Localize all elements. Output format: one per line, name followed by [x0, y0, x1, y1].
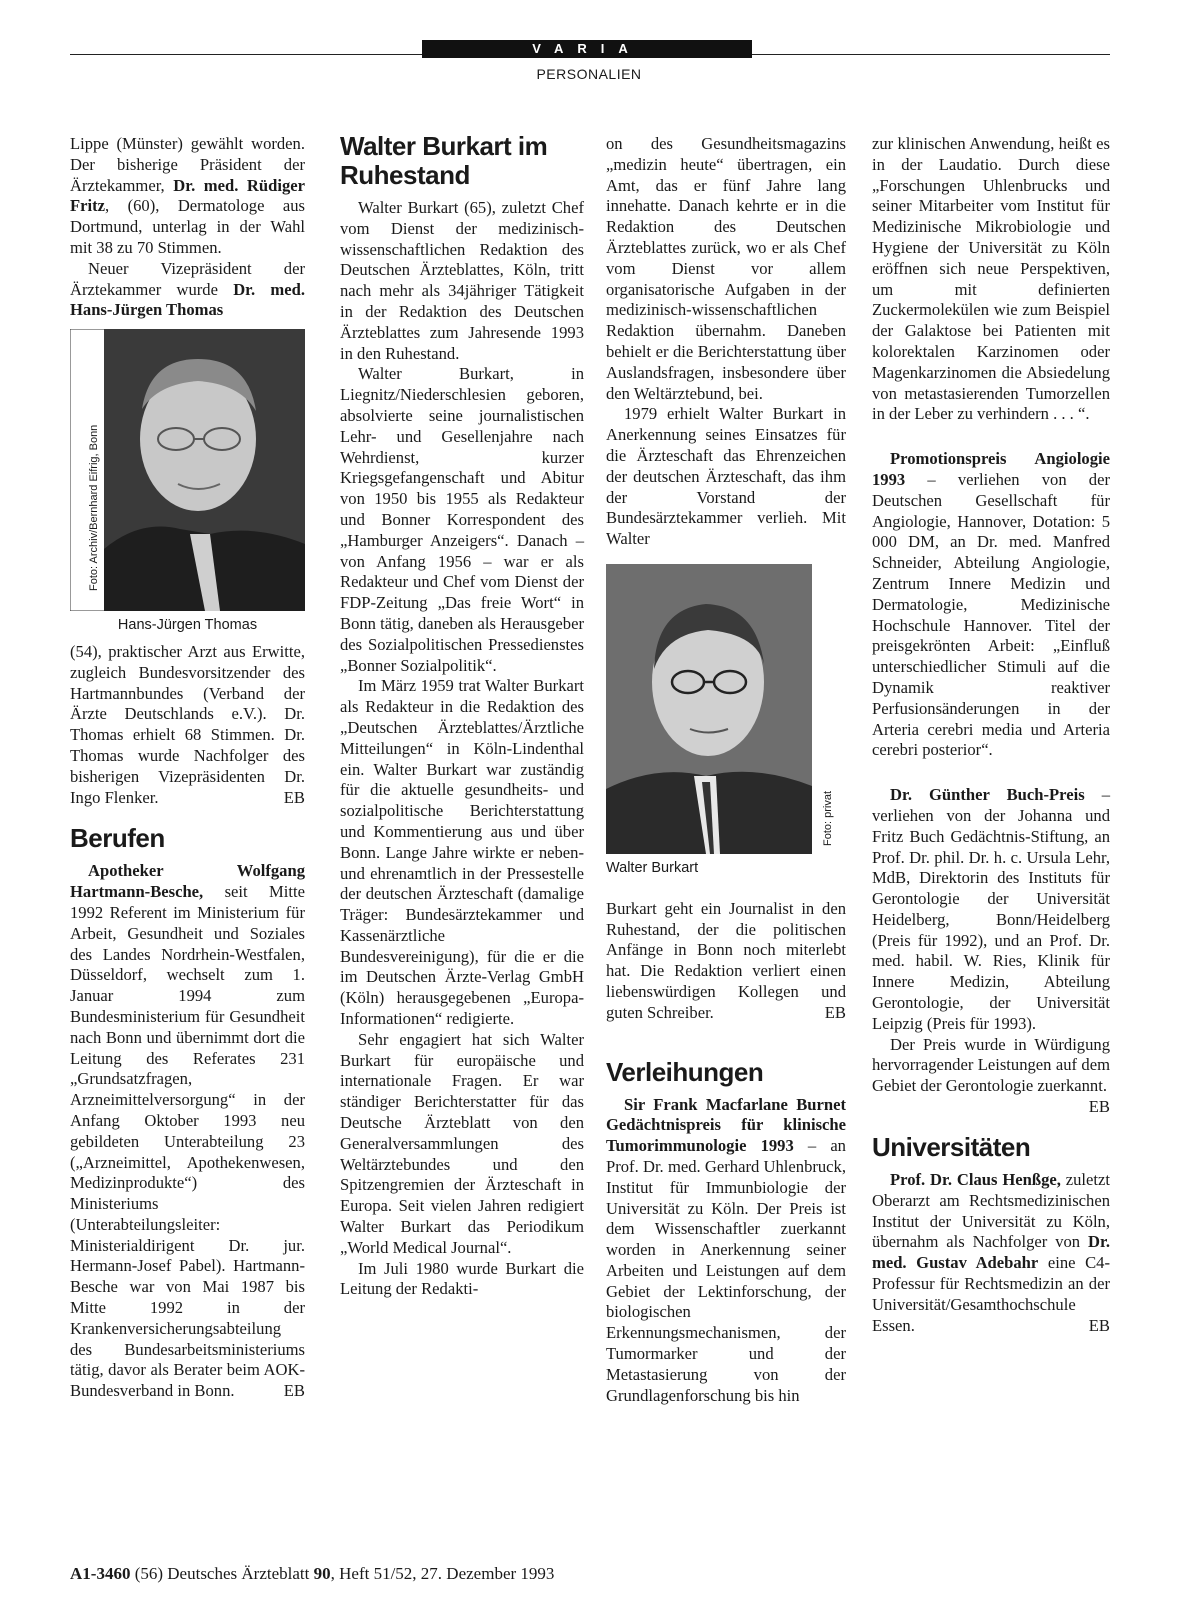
heading-verleihungen: Verleihungen: [606, 1056, 764, 1087]
footer-volume: 90: [313, 1564, 331, 1583]
photo-caption: Walter Burkart: [606, 859, 699, 876]
paragraph: Im März 1959 trat Walter Burkart als Redakteur in die Redaktion des „Deutschen Ärzteblattes/Ärztliche Mitteilungen“ in Köln-Lindenthal ein. Walter Burkart war zuständig für die aktuelle gesundheits- und sozialpolitische Berichterstattung und Kommentierung aus und über Bonn. Lange Jahre wirkte er neben- und ehrenamtlich in der Pressestelle der deutschen Ärzteschaft (damalige Träger: Bundesärztekammer und Kassenärztliche Bundesvereinigung), für die er die im Deutschen Ärzte-Verlag GmbH (Köln) herausgegebenen „Europa-Informationen“ redigierte.: [340, 676, 584, 1029]
paragraph: on des Gesundheitsmagazins „medizin heute“ übertragen, ein Amt, das er fünf Jahre lang innehatte. Danach kehrte er in die Redaktion des Deutschen Ärzteblattes zurück, wo er als Chef vom Dienst vor allem organisatorische Aufgaben in der medizinisch-wissenschaftlichen Redaktion übernahm. Daneben behielt er die Berichterstattung über Auslandsfragen, insbesondere über den Weltärztebund, bei.: [606, 134, 846, 403]
author-signature: EB: [1088, 1315, 1110, 1335]
paragraph: Walter Burkart (65), zuletzt Chef vom Dienst der medizinisch-wissenschaftlichen Redaktion des Deutschen Ärzteblattes, Köln, tritt nach mehr als 34jähriger Tätigkeit in der Redaktion des Deutschen Ärzteblattes zum Jahresende 1993 in den Ruhestand.: [340, 198, 584, 363]
photo-caption: Hans-Jürgen Thomas: [117, 617, 258, 634]
column-2: [340, 131, 584, 1300]
paragraph: 1979 erhielt Walter Burkart in Anerkennung seines Einsatzes für die Ärzteschaft das Ehrenzeichen der deutschen Ärzteschaft, das ihm der Vorstand der Bundesärztekammer verlieh. Mit Walter: [606, 404, 846, 549]
page-footer: [70, 1564, 554, 1584]
photo-credit: Foto: Archiv/Bernhard Eifrig, Bonn: [88, 424, 100, 592]
paragraph: zur klinischen Anwendung, heißt es in der Laudatio. Durch diese „Forschungen Uhlenbrucks und seiner Mitarbeiter vom Institut für Medizinische Mikrobiologie und Hygiene der Universität zu Köln eröffnen sich neue Perspektiven, um mit definierten Zuckermolekülen wie zum Beispiel der Galaktose bei Patienten mit kolorektalen Karzinomen oder Magenkarzinomen die Absiedelung von metastasierenden Tumorzellen in der Leber zu verhindern . . . “.: [872, 134, 1110, 424]
portrait-burkart: [606, 564, 834, 854]
paragraph: Burkart geht ein Journalist in den Ruhestand, der die politischen Anfänge in Bonn noch miterlebt hat. Die Redaktion verliert einen liebenswürdigen Kollegen und guten Schreiber. EB: [606, 898, 846, 1022]
column-3: [606, 134, 846, 1406]
paragraph: Der Preis wurde in Würdigung hervorragender Leistungen auf dem Gebiet der Gerontologie zuerkannt. EB: [872, 1034, 1110, 1117]
paragraph: Sir Frank Macfarlane Burnet Gedächtnispreis für klinische Tumorimmunologie 1993 – an Prof. Dr. med. Gerhard Uhlenbruck, Institut für Immunbiologie der Universität zu Köln. Der Preis ist dem Wissenschaftler zuerkannt worden in Anerkennung seiner Arbeiten und Leistungen auf dem Gebiet der Lektinforschung, der biologischen Erkennungsmechanismen, der Tumormarker und der Metastasierung von der Grundlagenforschung bis hin: [606, 1094, 846, 1405]
paragraph: Im Juli 1980 wurde Burkart die Leitung der Redakti-: [340, 1258, 584, 1299]
column-4: [872, 134, 1110, 1336]
paragraph: Apotheker Wolfgang Hartmann-Besche, seit Mitte 1992 Referent im Ministerium für Arbeit, Gesundheit und Soziales des Landes Nordrhein-Westfalen, Düsseldorf, wechselt zum 1. Januar 1994 zum Bundesministerium für Gesundheit nach Bonn und übernimmt dort die Leitung des Referates 231 „Grundsatzfragen, Arzneimittelversorgung“ in der Anfang Oktober 1993 neu gebildeten Unterabteilung 23 („Arzneimittel, Apothekenwesen, Medizinprodukte“) des Ministeriums (Unterabteilungsleiter: Ministerialdirigent Dr. jur. Hermann-Josef Pabel). Hartmann-Besche war von Mai 1987 bis Mitte 1992 in der Krankenversicherungsabteilung des Bundesarbeitsministeriums tätig, davor als Berater beim AOK-Bundesverband in Bonn. EB: [70, 861, 305, 1401]
portrait-thomas: [70, 329, 305, 611]
paragraph: Promotionspreis Angiologie 1993 – verliehen von der Deutschen Gesellschaft für Angiologie, Hannover, Dotation: 5 000 DM, an Dr. med. Manfred Schneider, Abteilung Angiologie, Zentrum Innere Medizin und Dermatologie, Medizinische Hochschule Hannover. Titel der preisgekrönten Arbeit: „Einfluß unterschiedlicher Stimuli auf die Dynamik reaktiver Perfusionsänderungen in der Arteria cerebri media und Arteria cerebri posterior“.: [872, 449, 1110, 760]
paragraph: (54), praktischer Arzt aus Erwitte, zugleich Bundesvorsitzender des Hartmannbundes (Verband der Ärzte Deutschlands e.V.). Dr. Thomas erhielt 68 Stimmen. Dr. Thomas wurde Nachfolger des bisherigen Vizepräsidenten Dr. Ingo Flenker. EB: [70, 641, 305, 807]
photo-credit: Foto: privat: [822, 790, 834, 846]
paragraph: Prof. Dr. Claus Henßge, zuletzt Oberarzt am Rechtsmedizinischen Institut der Universität zu Köln, übernahm als Nachfolger von Dr. med. Gustav Adebahr eine C4-Professur für Rechtsmedizin an der Universität/Gesamthochschule Essen. EB: [872, 1170, 1110, 1335]
paragraph: Lippe (Münster) gewählt worden. Der bisherige Präsident der Ärztekammer, Dr. med. Rüdiger Fritz, (60), Dermatologe aus Dortmund, unterlag in der Wahl mit 38 zu 70 Stimmen.: [70, 134, 305, 257]
author-signature: EB: [283, 1381, 305, 1401]
paragraph: Sehr engagiert hat sich Walter Burkart für europäische und internationale Fragen. Er war ständiger Berichterstatter für das Deutsche Ärzteblatt von den Generalversammlungen des Weltärztebundes und den Spitzengremien der Ärzteschaft in Europa. Seit vielen Jahren redigiert Walter Burkart das Periodikum „World Medical Journal“.: [340, 1029, 584, 1257]
paragraph: Dr. Günther Buch-Preis – verliehen von der Johanna und Fritz Buch Gedächtnis-Stiftung, an Prof. Dr. phil. Dr. h. c. Ursula Lehr, MdB, Direktorin des Instituts für Gerontologie der Universität Heidelberg, Bonn/Heidelberg (Preis für 1992), und an Prof. Dr. med. habil. W. Ries, Klinik für Innere Medizin, Abteilung Gerontologie, der Universität Leipzig (Preis für 1993).: [872, 785, 1110, 1033]
footer-text: (56) Deutsches Ärzteblatt: [134, 1564, 314, 1583]
heading-universitaeten: Universitäten: [872, 1132, 1031, 1163]
column-1: [70, 134, 305, 1402]
author-signature: EB: [1088, 1097, 1110, 1117]
section-subtitle: PERSONALIEN: [536, 66, 642, 82]
portrait-burkart-image: [606, 564, 812, 854]
footer-date: , Heft 51/52, 27. Dezember 1993: [330, 1564, 555, 1583]
headline-burkart: Walter Burkart im Ruhestand: [340, 131, 548, 190]
paragraph: Walter Burkart, in Liegnitz/Niederschlesien geboren, absolvierte seine journalistischen Lehr- und Gesellenjahre nach Wehrdienst, kurzer Kriegsgefangenschaft und Abitur von 1950 bis 1955 als Redakteur und Bonner Korrespondent des „Hamburger Anzeigers“. Danach – von Anfang 1956 – war er als Redakteur und Chef vom Dienst der FDP-Zeitung „Das freie Wort“ in Bonn tätig, daneben als Herausgeber des Sozialpolitischen Pressedienstes „Bonner Sozialpolitik“.: [340, 364, 584, 675]
heading-berufen: Berufen: [70, 823, 165, 854]
paragraph: Neuer Vizepräsident der Ärztekammer wurde Dr. med. Hans-Jürgen Thomas: [70, 258, 305, 320]
page-code: A1-3460: [70, 1564, 131, 1583]
portrait-thomas-image: [70, 329, 305, 611]
author-signature: EB: [824, 1002, 846, 1022]
author-signature: EB: [283, 787, 305, 807]
section-title: VARIA: [422, 40, 752, 58]
